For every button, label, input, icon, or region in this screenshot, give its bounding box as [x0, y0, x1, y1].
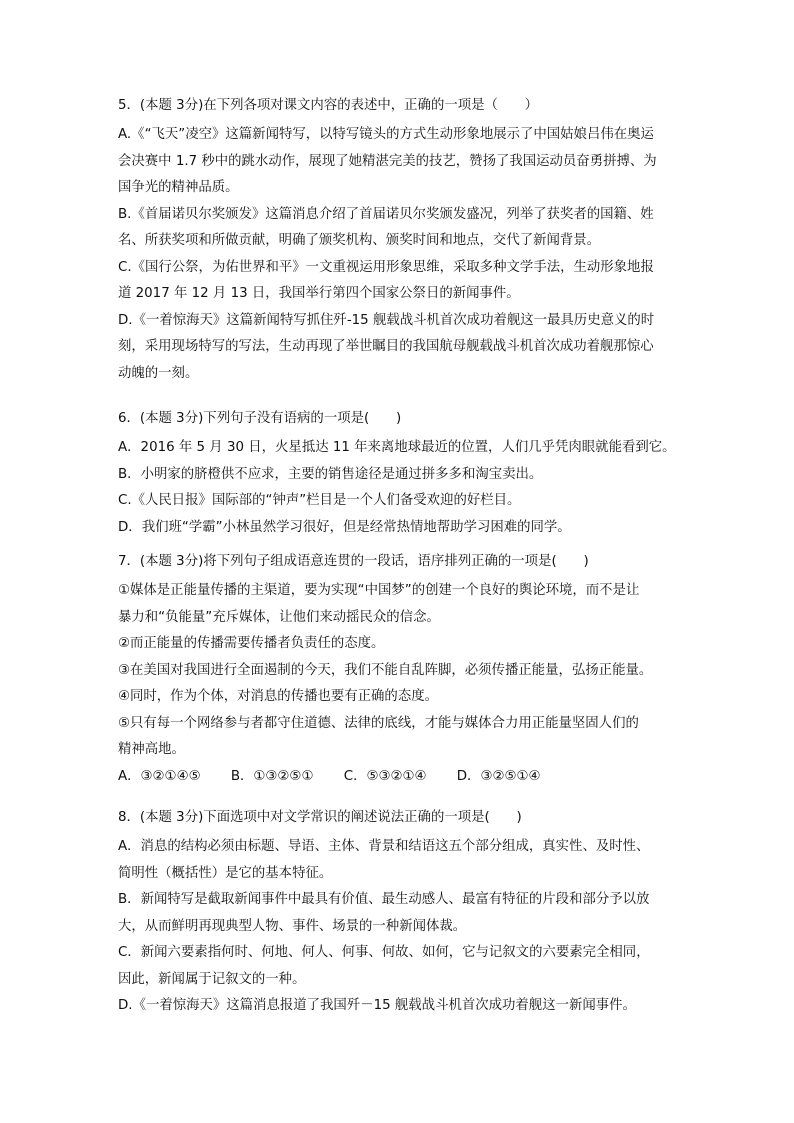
question-line: B．小明家的脐橙供不应求，主要的销售途径是通过拼多多和淘宝卖出。 — [118, 466, 543, 482]
question-line: 刻，采用现场特写的写法，生动再现了举世瞩目的我国航母舰载战斗机首次成功着舰那惊心 — [118, 339, 654, 354]
option-a: A．③②①④⑤ — [118, 768, 201, 784]
option-d: D．③②⑤①④ — [456, 768, 541, 784]
question-line: A．2016 年 5 月 30 日，火星抵达 11 年来离地球最近的位置，人们几乎凭肉眼就能看到它。 — [118, 440, 676, 455]
question-line: 因此，新闻属于记叙文的一种。 — [118, 971, 306, 987]
question-line: D.《一着惊海天》这篇消息报道了我国歼－15 舰载战斗机首次成功着舰这一新闻事件。 — [118, 998, 636, 1013]
question-line: A.《“飞天”凌空》这篇新闻特写，以特写镜头的方式生动形象地展示了中国姑娘吕伟在奥运 — [118, 127, 654, 142]
question-head: 8．(本题 3分)下面选项中对文学常识的阐述说法正确的一项是( ) — [118, 810, 522, 825]
question-line: 大，从而鲜明再现典型人物、事件、场景的一种新闻体裁。 — [118, 918, 467, 934]
question-line: B.《首届诺贝尔奖颁发》这篇消息介绍了首届诺贝尔奖颁发盛况，列举了获奖者的国籍、姓 — [118, 206, 654, 222]
question-5 — [118, 93, 688, 387]
question-8 — [118, 805, 688, 1020]
question-line: ③在美国对我国进行全面遏制的今天，我们不能自乱阵脚，必须传播正能量，弘扬正能量。 — [118, 662, 653, 678]
option-c: C．⑤③②①④ — [343, 768, 427, 784]
question-7 — [118, 549, 688, 790]
question-head: 7．(本题 3分)将下列句子组成语意连贯的一段话，语序排列正确的一项是( ) — [118, 554, 589, 569]
question-head: 5．(本题 3分)在下列各项对课文内容的表述中，正确的一项是（ ） — [118, 98, 539, 113]
question-line: 国争光的精神品质。 — [118, 180, 239, 195]
question-line: ②而正能量的传播需要传播者负责任的态度。 — [118, 636, 385, 651]
question-line: 精神高地。 — [118, 742, 185, 757]
question-head: 6．(本题 3分)下列句子没有语病的一项是( ) — [118, 411, 402, 426]
question-6 — [118, 406, 688, 541]
question-line: ①媒体是正能量传播的主渠道，要为实现“中国梦”的创建一个良好的舆论环境，而不是让 — [118, 583, 640, 598]
question-line: A．消息的结构必须由标题、导语、主体、背景和结语这五个部分组成，真实性、及时性、 — [118, 839, 650, 854]
question-line: ⑤只有每一个网络参与者都守住道德、法律的底线，才能与媒体合力用正能量坚固人们的 — [118, 715, 639, 731]
question-line: 名、所获奖项和所做贡献，明确了颁奖机构、颁奖时间和地点，交代了新闻背景。 — [118, 233, 601, 248]
question-line: D．我们班“学霸”小林虽然学习很好，但是经常热情地帮助学习困难的同学。 — [118, 519, 571, 535]
question-line: 简明性（概括性）是它的基本特征。 — [118, 865, 333, 881]
question-line: 会决赛中 1.7 秒中的跳水动作，展现了她精湛完美的技艺，赞扬了我国运动员奋勇拼搏、为 — [118, 153, 657, 169]
answer-options — [118, 764, 688, 790]
question-line: D.《一着惊海天》这篇新闻特写抓住歼-15 舰载战斗机首次成功着舰这一最具历史意义的时 — [118, 312, 655, 328]
option-b: B．①③②⑤① — [230, 768, 314, 784]
question-line: B．新闻特写是截取新闻事件中最具有价值、最生动感人、最富有特征的片段和部分予以放 — [118, 892, 650, 907]
question-line: C．新闻六要素指何时、何地、何人、何事、何故、如何，它与记叙文的六要素完全相同， — [118, 945, 650, 960]
question-line: 暴力和“负能量”充斥媒体，让他们来动摇民众的信念。 — [118, 609, 440, 625]
question-line: ④同时，作为个体，对消息的传播也要有正确的态度。 — [118, 689, 438, 704]
question-line: 动魄的一刻。 — [118, 365, 199, 381]
question-line: C.《人民日报》国际部的“钟声”栏目是一个人们备受欢迎的好栏目。 — [118, 493, 521, 508]
question-line: 道 2017 年 12 月 13 日，我国举行第四个国家公祭日的新闻事件。 — [118, 286, 520, 301]
question-line: C.《国行公祭，为佑世界和平》一文重视运用形象思维，采取多种文学手法，生动形象地报 — [118, 259, 654, 275]
